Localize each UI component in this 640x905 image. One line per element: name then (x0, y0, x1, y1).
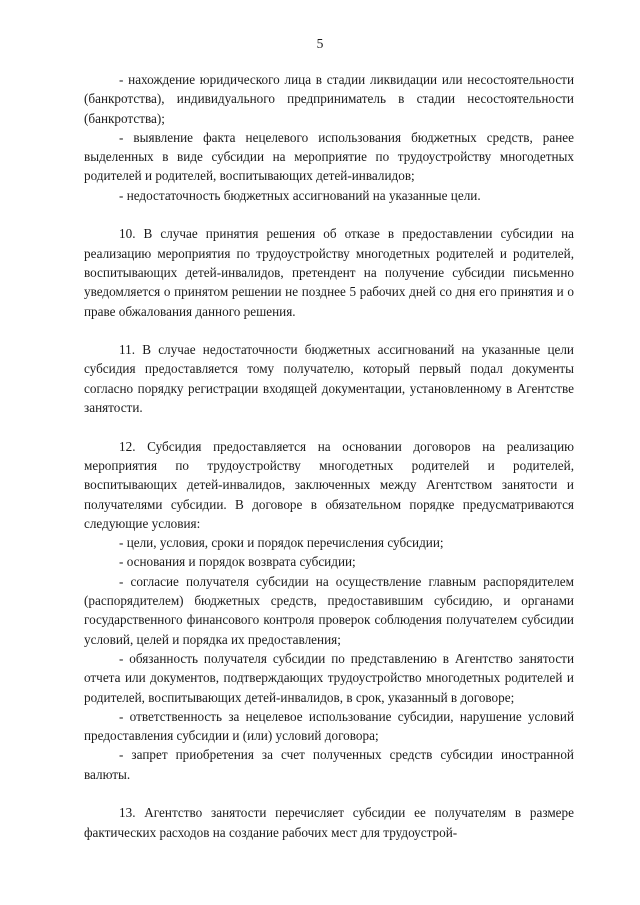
page-number: 5 (316, 36, 324, 51)
paragraph-misuse: - выявление факта нецелевого использования бюджетных средств, ранее выделенных в виде субсидии на мероприятие по трудоустройству многодетных родителей и родителей, воспитывающих детей-инвалидов; (84, 129, 574, 184)
paragraph-13: 13. Агентство занятости перечисляет субсидии ее получателям в размере фактических расходов на создание рабочих мест для трудоустрой- (84, 805, 574, 840)
paragraph-liquidation: - нахождение юридического лица в стадии ликвидации или несостоятельности (банкротства), индивидуального предприниматель в стадии несостоятельности (банкротства); (84, 72, 574, 126)
paragraph-liability: - ответственность за нецелевое использование субсидии, нарушение условий предоставления субсидии и (или) условий договора; (84, 708, 574, 744)
paragraph-insufficient-funds: - недостаточность бюджетных ассигнований на указанные цели. (119, 187, 481, 203)
paragraph-obligation: - обязанность получателя субсидии по представлению в Агентство занятости отчета или документов, подтверждающих трудоустройство многодетных родителей и родителей, воспитывающих детей-инвалидов, в срок, указанный в договоре; (84, 650, 574, 705)
paragraph-11: 11. В случае недостаточности бюджетных ассигнований на указанные цели субсидия предоставляется тому получателю, который первый подал документы согласно порядку регистрации входящей документации, установленному в Агентстве занятости. (84, 342, 574, 416)
paragraph-goals: - цели, условия, сроки и порядок перечисления субсидии; (119, 535, 444, 551)
paragraph-return: - основания и порядок возврата субсидии; (119, 554, 356, 570)
paragraph-currency-ban: - запрет приобретения за счет полученных средств субсидии иностранной валюты. (84, 747, 574, 782)
paragraph-12: 12. Субсидия предоставляется на основании договоров на реализацию мероприятия по трудоустройству многодетных родителей и родителей, воспитывающих детей-инвалидов, заключенных между Агентством занятости и получателями субсидии. В договоре в обязательном порядке предусматриваются следующие условия: (84, 438, 574, 531)
document-body (84, 70, 574, 842)
paragraph-10: 10. В случае принятия решения об отказе в предоставлении субсидии на реализацию мероприятия по трудоустройству многодетных родителей и родителей, воспитывающих детей-инвалидов, претендент на получение субсидии письменно уведомляется о принятом решении не позднее 5 рабочих дней со дня его принятия и о праве обжалования данного решения. (84, 226, 574, 319)
paragraph-consent: - согласие получателя субсидии на осуществление главным распорядителем (распорядителем) бюджетных средств, предоставившим субсидию, и органами государственного финансового контроля проверок соблюдения получателем субсидии условий, целей и порядка их предоставления; (84, 573, 574, 647)
